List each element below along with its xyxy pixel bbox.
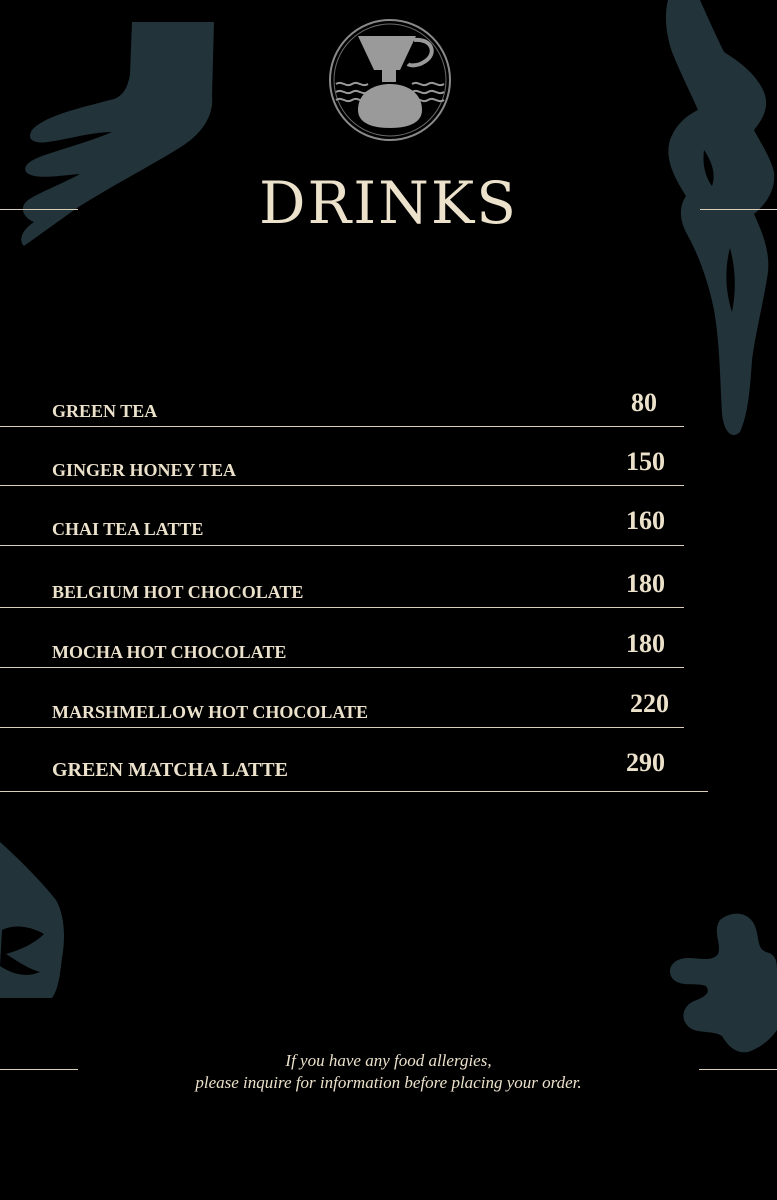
allergy-note xyxy=(0,1050,777,1094)
menu-item-divider xyxy=(0,545,684,546)
menu-item-price: 180 xyxy=(626,569,665,598)
menu-item-name: GREEN TEA xyxy=(52,401,158,421)
menu-item-price: 180 xyxy=(626,629,665,658)
menu-item-price: 160 xyxy=(626,506,665,535)
splash-shape xyxy=(670,914,777,1053)
menu-item-name: MARSHMELLOW HOT CHOCOLATE xyxy=(52,702,369,722)
menu-item-divider xyxy=(0,607,684,608)
menu-item-price: 80 xyxy=(631,388,657,417)
menu-item-row xyxy=(0,627,777,667)
menu-item-row xyxy=(0,567,777,607)
menu-item-name: MOCHA HOT CHOCOLATE xyxy=(52,642,287,662)
menu-item-price: 290 xyxy=(626,748,665,777)
menu-item-divider xyxy=(0,667,684,668)
menu-item-row xyxy=(0,746,777,786)
menu-item-price: 150 xyxy=(626,447,665,476)
menu-item-row xyxy=(0,386,777,426)
leaf-shape xyxy=(0,842,64,998)
menu-item-price: 220 xyxy=(630,689,669,718)
menu-item-divider xyxy=(0,485,684,486)
pour-over-coffee-logo xyxy=(328,18,452,142)
menu-item-name: GREEN MATCHA LATTE xyxy=(52,759,288,781)
menu-title: DRINKS xyxy=(259,169,518,237)
menu-item-divider xyxy=(0,727,684,728)
menu-item-row xyxy=(0,445,777,485)
menu-item-row xyxy=(0,504,777,544)
allergy-note-line-2: please inquire for information before placing your order. xyxy=(195,1073,582,1092)
menu-item-name: CHAI TEA LATTE xyxy=(52,519,204,539)
allergy-note-line-1: If you have any food allergies, xyxy=(285,1051,492,1070)
menu-item-name: BELGIUM HOT CHOCOLATE xyxy=(52,582,304,602)
menu-item-divider xyxy=(0,791,708,792)
menu-item-divider xyxy=(0,426,684,427)
menu-item-name: GINGER HONEY TEA xyxy=(52,460,237,480)
menu-item-row xyxy=(0,687,777,727)
